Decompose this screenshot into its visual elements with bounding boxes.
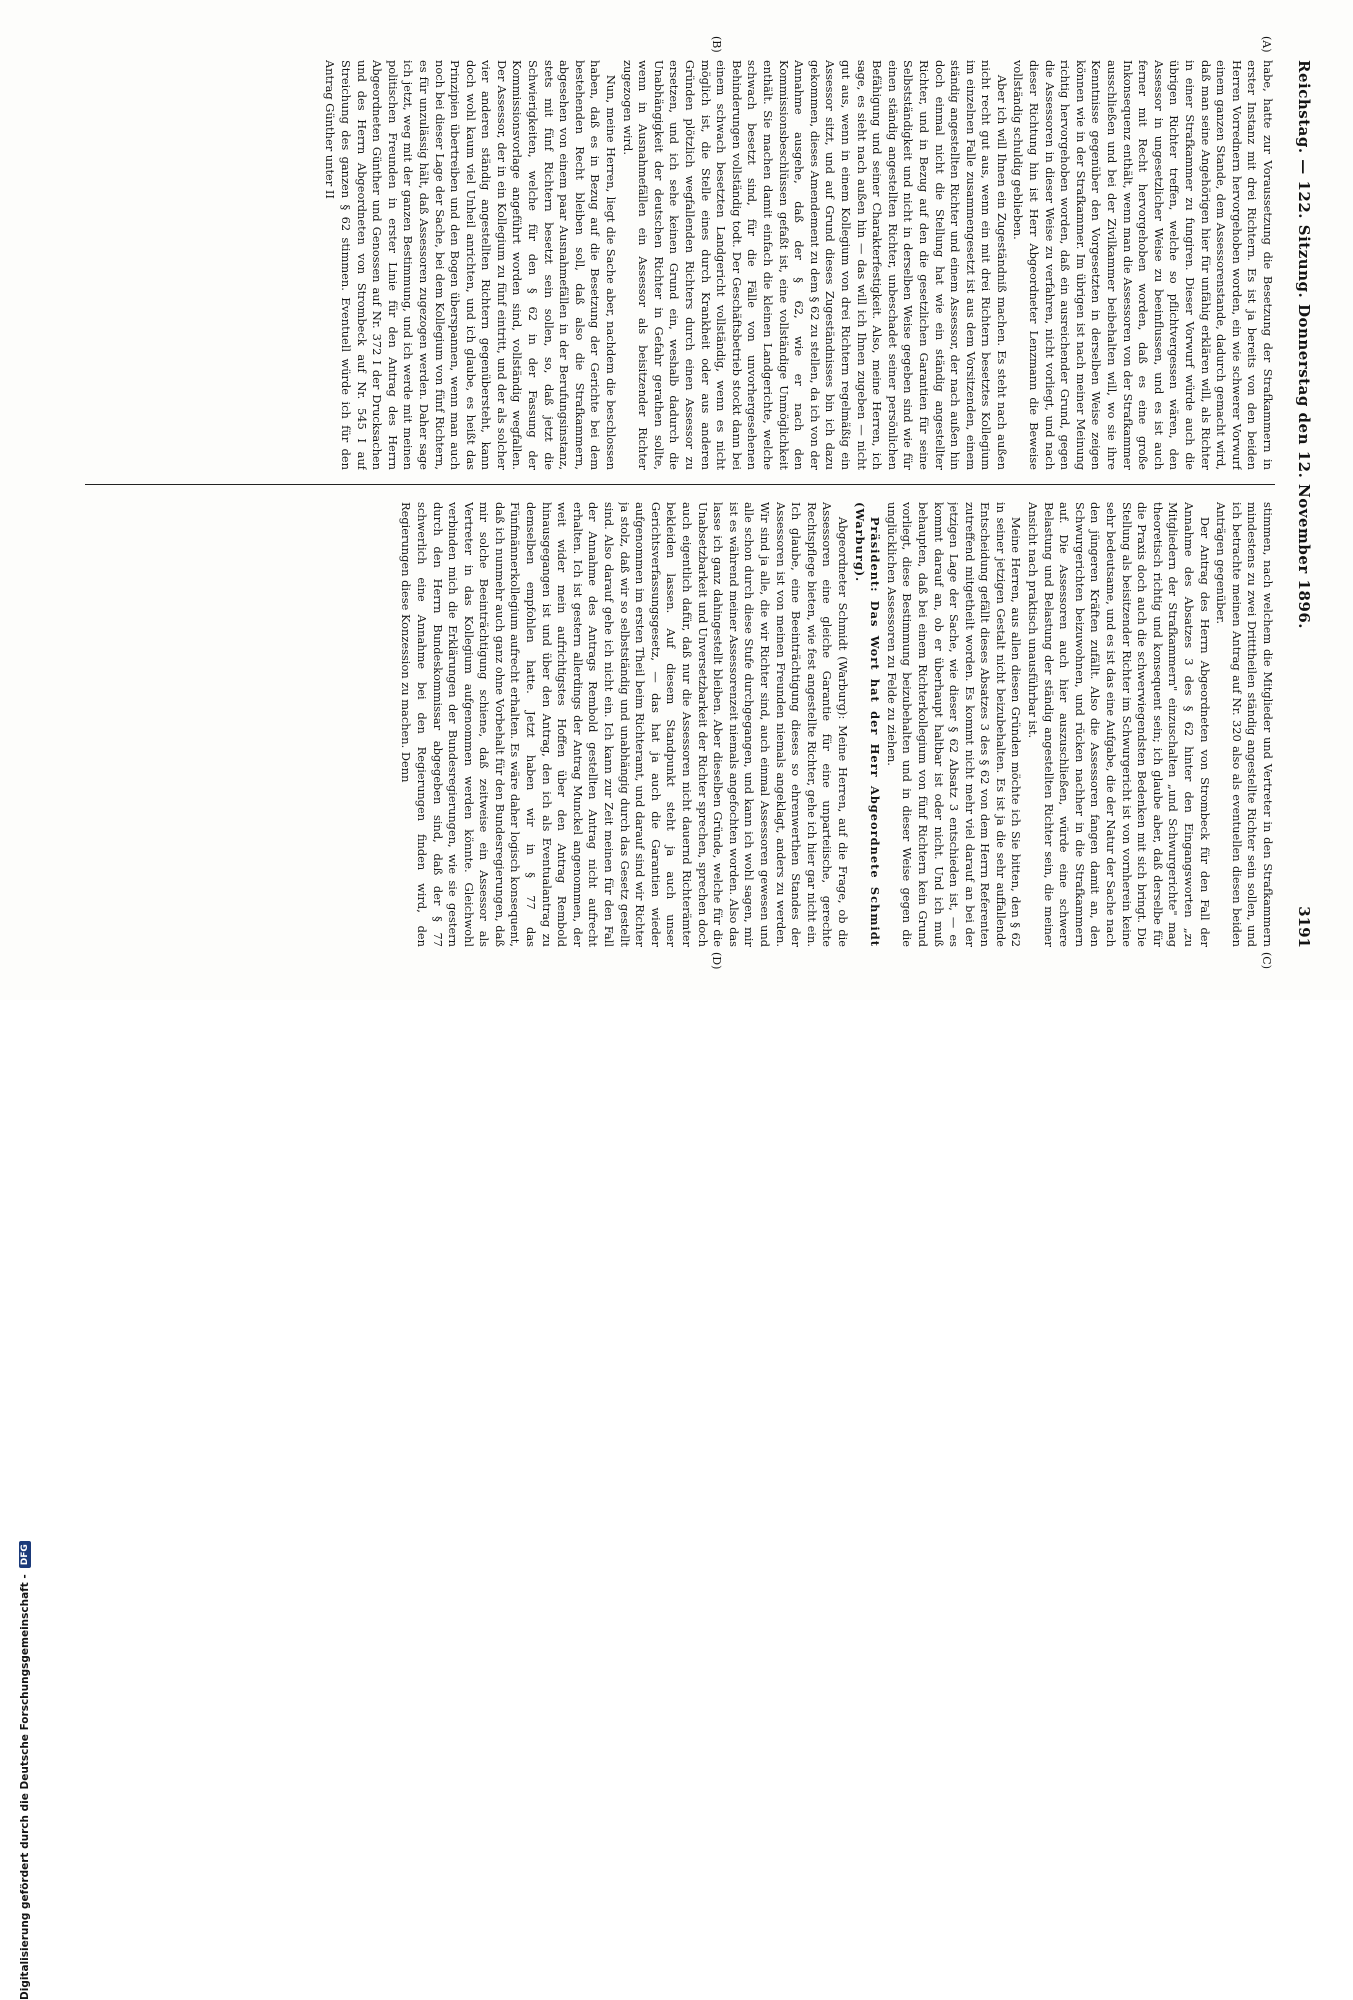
column-divider: [85, 484, 1275, 485]
left-column: [85, 60, 1275, 470]
margin-marker-d: (D): [710, 952, 723, 970]
paragraph: Abgeordneter Schmidt (Warburg): Meine Herren, auf die Frage, ob die Assessoren eine gleiche Garantie für eine unparteiische, gerechte Rechtspflege bieten, wie fest angestellte Richter, gehe ich hier gar nicht ein. Ich glaube, eine Beeinträchtigung dieses so ehrenwerthen Standes der Assessoren ist von meinen Freunden niemals angeklagt, anders zu werden. Wir sind ja alle, die wir Richter sind, auch einmal Assessoren gewesen und alle schon durch diese Stufe durchgegangen, und kann ich wohl sagen, mir ist es während meiner Assessorenzeit niemals angefochten worden. Also das lasse ich ganz dahingestellt bleiben. Aber dieselben Gründe, welche für die Unabsetzbarkeit und Unversetzbarkeit der Richter sprechen, sprechen doch auch eigentlich dafür, daß nur die Assessoren nicht dauernd Richterämter bekleiden lassen. Auf diesem Standpunkt steht ja auch unser Gerichtsverfassungsgesetz, — das hat ja auch die Garantien wieder aufgenommen im ersten Theil beim Richteramt, und darauf sind wir Richter ja stolz, daß wir so selbstständig und unabhängig durch das Gesetz gestellt sind. Also darauf gehe ich nicht ein. Ich kann zur Zeit meinen für den Fall der Annahme des Antrags Rembold gestellten Antrag nicht aufrecht erhalten. Ich ist gestern allerdings der Antrag Munckel angenommen, der weit wider mein aufrichtigstes Hoffen über den Antrag Rembold hinausgegangen ist und über den Antrag, den ich als Eventualantrag zu demselben empfohlen hatte. Jetzt haben wir in § 77 das Fünfmännerkollegium aufrecht erhalten. Es wäre daher logisch konsequent, daß ich nunmehr auch ganz ohne Vorbehalt für den Bundesregierungen, daß mir solche Beeinträchtigung schiene, daß zeitweise ein Assessor als Vertreter in das Kollegium aufgenommen werden könnte. Gleichwohl verbinden mich die Erklärungen der Bundesregierungen, wie sie gestern durch den Herrn Bundeskommissar abgegeben sind, daß der § 77 schwerlich eine Annahme bei den Regierungen finden wird, den Regierungen diese Konzession zu machen. Denn: [399, 502, 850, 947]
page-header: [1289, 0, 1323, 1000]
paragraph: Meine Herren, aus allen diesen Gründen möchte ich Sie bitten, den § 62 in seiner jetzigen Gestalt nicht beizubehalten. Es ist ja die sehr auffallende Entscheidung gefällt dieses Absatzes 3 des § 62 von dem Herrn Referenten zutreffend mitgetheilt worden. Es kommt nicht mehr viel darauf an bei der jetzigen Lage der Sache, wie dieser § 62 Absatz 3 entschieden ist, — es kommt darauf an, ob er überhaupt haltbar ist oder nicht. Und ich muß behaupten, daß bei einem Richterkollegium von fünf Richtern kein Grund vorliegt, diese Bestimmung beizubehalten und in dieser Weise gegen die unglücklichen Assessoren zu Felde zu ziehen.: [884, 502, 1024, 947]
header-title: Reichstag. — 122. Sitzung. Donnerstag den 12. November 1896.: [1295, 60, 1313, 629]
paragraph: Nun, meine Herren, liegt die Sache aber, nachdem die beschlossen haben, daß es in Bezug auf die Besetzung der Gerichte bei dem bestehenden Recht bleiben soll, daß also die Strafkammern, abgesehen von einem paar Ausnahmefällen in der Berufungsinstanz, stets mit fünf Richtern besetzt sein sollen, so, daß jetzt die Schwierigkeiten, welche für den § 62 in der Fassung der Kommissionsvorlage angeführt worden sind, vollständig wegfallen. Der Assessor, der in ein Kollegium zu fünf eintritt, und der als solcher vier anderen ständig angestellten Richtern gegenübersteht, kann doch wohl kaum viel Unheil anrichten, und ich glaube, es heißt das Prinzipien übertreiben und den Bogen überspannen, wenn man auch noch bei dieser Lage der Sache, bei dem Kollegium von fünf Richtern, es für unzulässig hält, daß Assessoren zugezogen werden. Daher sage ich jetzt, weg mit der ganzen Bestimmung, und ich werde mit meinen politischen Freunden in erster Linie für den Antrag des Herrn Abgeordneten Günther und Genossen auf Nr. 372 I der Drucksachen und des Herrn Abgeordneten von Strombeck auf Nr. 545 I auf Streichung des ganzen § 62 stimmen. Eventuell würde ich für den Antrag Günther unter II: [323, 60, 619, 470]
paragraph: stimmen, nach welchem die Mitglieder und Vertreter in den Strafkammern mindestens zu zwei Dritttheilen ständig angestellte Richter sein sollen, und ich betrachte meinen Antrag auf Nr. 320 also als eventuellen diesen beiden Anträgen gegenüber.: [1214, 502, 1275, 947]
rotated-page: [53, 0, 1323, 1000]
speaker-line: Präsident: Das Wort hat der Herr Abgeordnete Schmidt (Warburg).: [852, 502, 883, 947]
footer-credit: [14, 1200, 36, 2000]
paragraph: habe, hatte zur Voraussetzung die Besetzung der Strafkammern in erster Instanz mit drei Richtern. Es ist ja bereits von den beiden Herren Vorrednern hervorgehoben worden, ein wie schwerer Vorwurf einem ganzen Stande, dem Assessorenstande, dadurch gemacht wird, daß man seine Angehörigen hier für unfähig erklären will, als Richter in einer Strafkammer zu fungiren. Dieser Vorwurf würde auch die übrigen Richter treffen, welche so pflichtvergessen wären, den Assessor in ungesetzlicher Weise zu beeinflussen, und es ist auch ferner mit Recht hervorgehoben worden, daß es eine große Inkonsequenz enthält, wenn man die Assessoren von der Strafkammer ausschließen und bei der Zivilkammer beibehalten will, wo sie ihre Kenntnisse gegenüber den Vorgesetzten in derselben Weise zeigen können wie in der Strafkammer. Im übrigen ist nach meiner Meinung richtig hervorgehoben worden, daß ein ausreichender Grund, gegen die Assessoren in dieser Weise zu verfahren, nicht vorliegt, und nach dieser Richtung hin ist Herr Abgeordneter Lenzmann die Beweise vollständig schuldig geblieben.: [1011, 60, 1275, 470]
margin-marker-c: (C): [1260, 952, 1273, 969]
dfg-logo: DFG: [19, 1541, 31, 1568]
footer-strip: [0, 1000, 31, 2000]
paragraph: Aber ich will Ihnen ein Zugeständniß machen. Es steht nach außen nicht recht gut aus, wenn ein mit drei Richtern besetztes Kollegium im einzelnen Falle zusammengesetzt ist aus dem Vorsitzenden, einem ständig angestellten Richter und einem Assessor, der nach außen hin doch einmal nicht die Stellung hat wie ein ständig angestellter Richter, und in Bezug auf den die gesetzlichen Garantien für seine Selbstständigkeit und nicht in derselben Weise gegeben sind wie für einen ständig angestellten Richter, unbeschadet seiner persönlichen Befähigung und seiner Charakterfestigkeit. Also, meine Herren, ich sage, es sieht nach außen hin — das will ich Ihnen zugeben — nicht gut aus, wenn in einem Kollegium von drei Richtern regelmäßig ein Assessor sitzt, und auf Grund dieses Zugeständnisses bin ich dazu gekommen, dieses Amendement zu dem § 62 zu stellen, da ich von der Annahme ausgehe, daß der § 62, wie er nach den Kommissionsbeschlüssen gefaßt ist, eine vollständige Unmöglichkeit enthält. Sie machen damit einfach die kleinen Landgerichte, welche schwach besetzt sind, für die Fälle von unvorhergesehenen Behinderungen vollständig todt. Der Geschäftsbetrieb stockt dann bei einem schwach besetzten Landgericht vollständig, wenn es nicht möglich ist, die Stelle eines durch Krankheit oder aus anderen Gründen plötzlich wegfallenden Richters durch einen Assessor zu ersetzen, und ich sehe keinen Grund ein, weshalb dadurch die Unabhängigkeit der deutschen Richter in Gefahr gerathen sollte, wenn in Ausnahmefällen ein Assessor als beisitzender Richter zugezogen wird.: [620, 60, 1009, 470]
page-number: 3191: [1295, 906, 1313, 948]
footer-text: Digitalisierung gefördert durch die Deutsche Forschungsgemeinschaft -: [19, 1574, 31, 2000]
margin-marker-b: (B): [710, 36, 723, 53]
margin-marker-a: (A): [1260, 36, 1273, 53]
paragraph: Der Antrag des Herrn Abgeordneten von Strombeck für den Fall der Annahme des Absatzes 3 des § 62 hinter den Eingangsworten „zu Mitgliedern der Strafkammern" einzuschalten „und Schwurgerichte" mag theoretisch richtig und konsequent sein; ich glaube aber, daß derselbe für die Praxis doch auch die schwerwiegendsten Bedenken mit sich bringt. Die Stellung als beisitzender Richter im Schwurgericht ist von vornherein keine sehr bedeutsame, und es ist das eine Aufgabe, die der Natur der Sache nach den jüngeren Kräften zufällt. Also die Assessoren fangen damit an, den Schwurgerichten beizuwohnen, und rücken nachher in die Strafkammern auf. Die Assessoren auch hier auszuschließen, würde eine schwere Belastung und Belastung der ständig angestellten Richter sein, die meiner Ansicht nach praktisch unausführbar ist.: [1026, 502, 1212, 947]
right-column: [85, 502, 1275, 947]
